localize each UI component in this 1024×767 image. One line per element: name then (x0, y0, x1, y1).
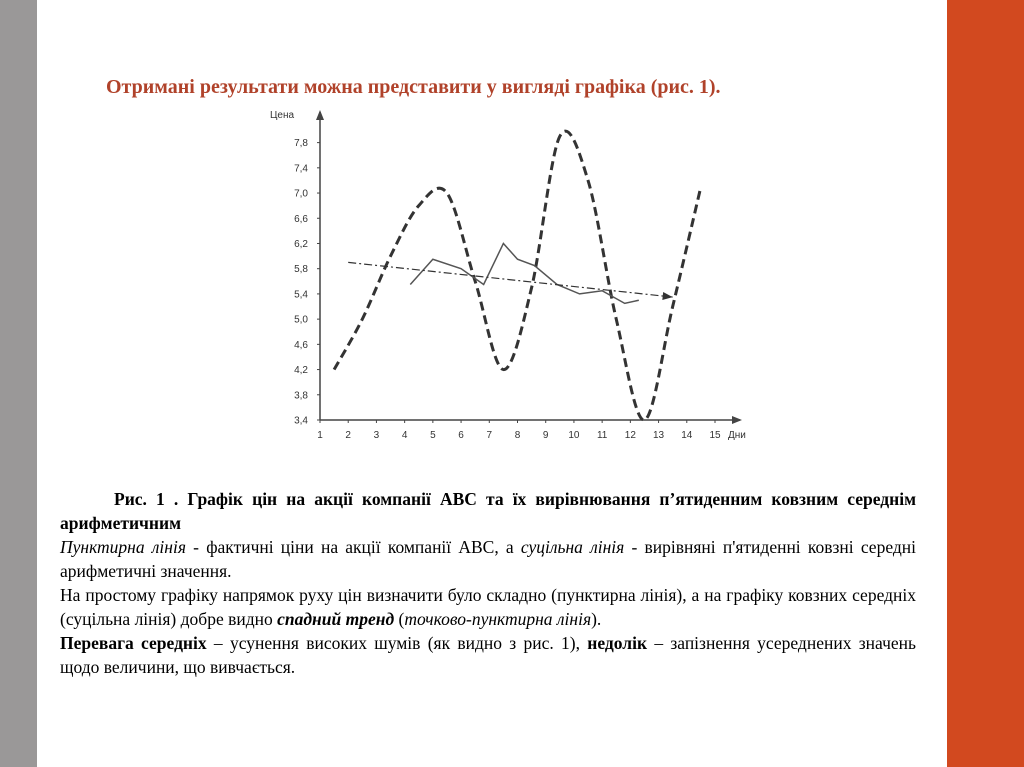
advantage-term: Перевага середніх (60, 633, 207, 653)
y-tick-label: 7,4 (294, 163, 308, 175)
p3-text-2: – запізнення усереднених значень щодо величини, що вивчається. (60, 633, 916, 677)
series-actual-prices (334, 131, 701, 420)
x-tick-label: 7 (486, 430, 493, 441)
solid-line-term: суцільна лінія (520, 537, 625, 557)
x-tick-label: 4 (401, 430, 408, 441)
p3-text-1: – усунення високих шумів (як видно з рис. 1), (206, 633, 588, 653)
x-tick-label: 11 (596, 430, 608, 441)
slide-text (60, 487, 916, 679)
y-tick-labels (294, 138, 320, 426)
p2-text-3: ). (591, 609, 602, 629)
x-tick-label: 2 (345, 430, 351, 441)
p1-text-1: - фактичні ціни на акції компанії ABC, а (185, 537, 521, 557)
paragraph-trend (60, 583, 916, 631)
x-tick-label: 5 (430, 430, 436, 441)
chart-series (334, 131, 701, 420)
y-tick-label: 5,4 (294, 289, 308, 301)
y-axis-title: Цена (270, 110, 295, 121)
y-tick-label: 3,8 (294, 390, 308, 402)
x-tick-label: 1 (317, 430, 323, 441)
falling-trend-term: спадний тренд (277, 609, 395, 629)
x-tick-label: 10 (568, 430, 580, 441)
trend-arrowhead (662, 292, 672, 300)
disadvantage-term: недолік (587, 633, 648, 653)
y-tick-label: 4,6 (294, 339, 308, 351)
x-tick-label: 8 (514, 430, 521, 441)
series-trend-line (348, 262, 672, 297)
left-decorative-bar (0, 0, 37, 767)
y-tick-label: 7,0 (294, 188, 308, 200)
dashdot-line-term: точково-пунктирна лінія (404, 609, 592, 629)
x-tick-label: 13 (653, 430, 665, 441)
x-axis-arrow (732, 416, 742, 424)
x-axis-title: Дни (728, 430, 746, 441)
y-tick-label: 6,2 (294, 238, 308, 250)
p1-text-2: - вирівняні п'ятиденні ковзні середні арифметичні значення. (60, 537, 916, 581)
x-tick-label: 12 (624, 430, 636, 441)
price-chart (260, 100, 760, 445)
x-tick-label: 15 (709, 430, 721, 441)
p2-text-2: ( (394, 609, 405, 629)
y-tick-label: 6,6 (294, 213, 308, 225)
right-accent-bar (947, 0, 1024, 767)
paragraph-legend (60, 535, 916, 583)
x-tick-label: 9 (542, 430, 549, 441)
slide-heading: Отримані результати можна представити у вигляді графіка (рис. 1). (106, 76, 721, 98)
figure-caption: Рис. 1 . Графік цін на акції компанії ABC та їх вирівнювання п’ятиденним ковзним середнім арифметичним (60, 489, 916, 533)
y-tick-label: 5,8 (294, 264, 308, 276)
y-tick-label: 5,0 (294, 314, 308, 326)
chart-axes (270, 110, 746, 441)
dashed-line-term: Пунктирна лінія (60, 537, 186, 557)
x-tick-label: 14 (681, 430, 693, 441)
y-tick-label: 4,2 (294, 365, 308, 377)
x-tick-labels (317, 420, 721, 441)
p2-text-1: На простому графіку напрямок руху цін визначити було складно (пунктирна лінія), а на графіку ковзних середніх (суцільна лінія) добре видно (60, 585, 916, 629)
x-tick-label: 6 (458, 430, 464, 441)
x-tick-label: 3 (373, 430, 380, 441)
y-axis-arrow (316, 110, 324, 120)
y-tick-label: 3,4 (294, 415, 308, 427)
y-tick-label: 7,8 (294, 138, 308, 150)
paragraph-pros-cons (60, 631, 916, 679)
